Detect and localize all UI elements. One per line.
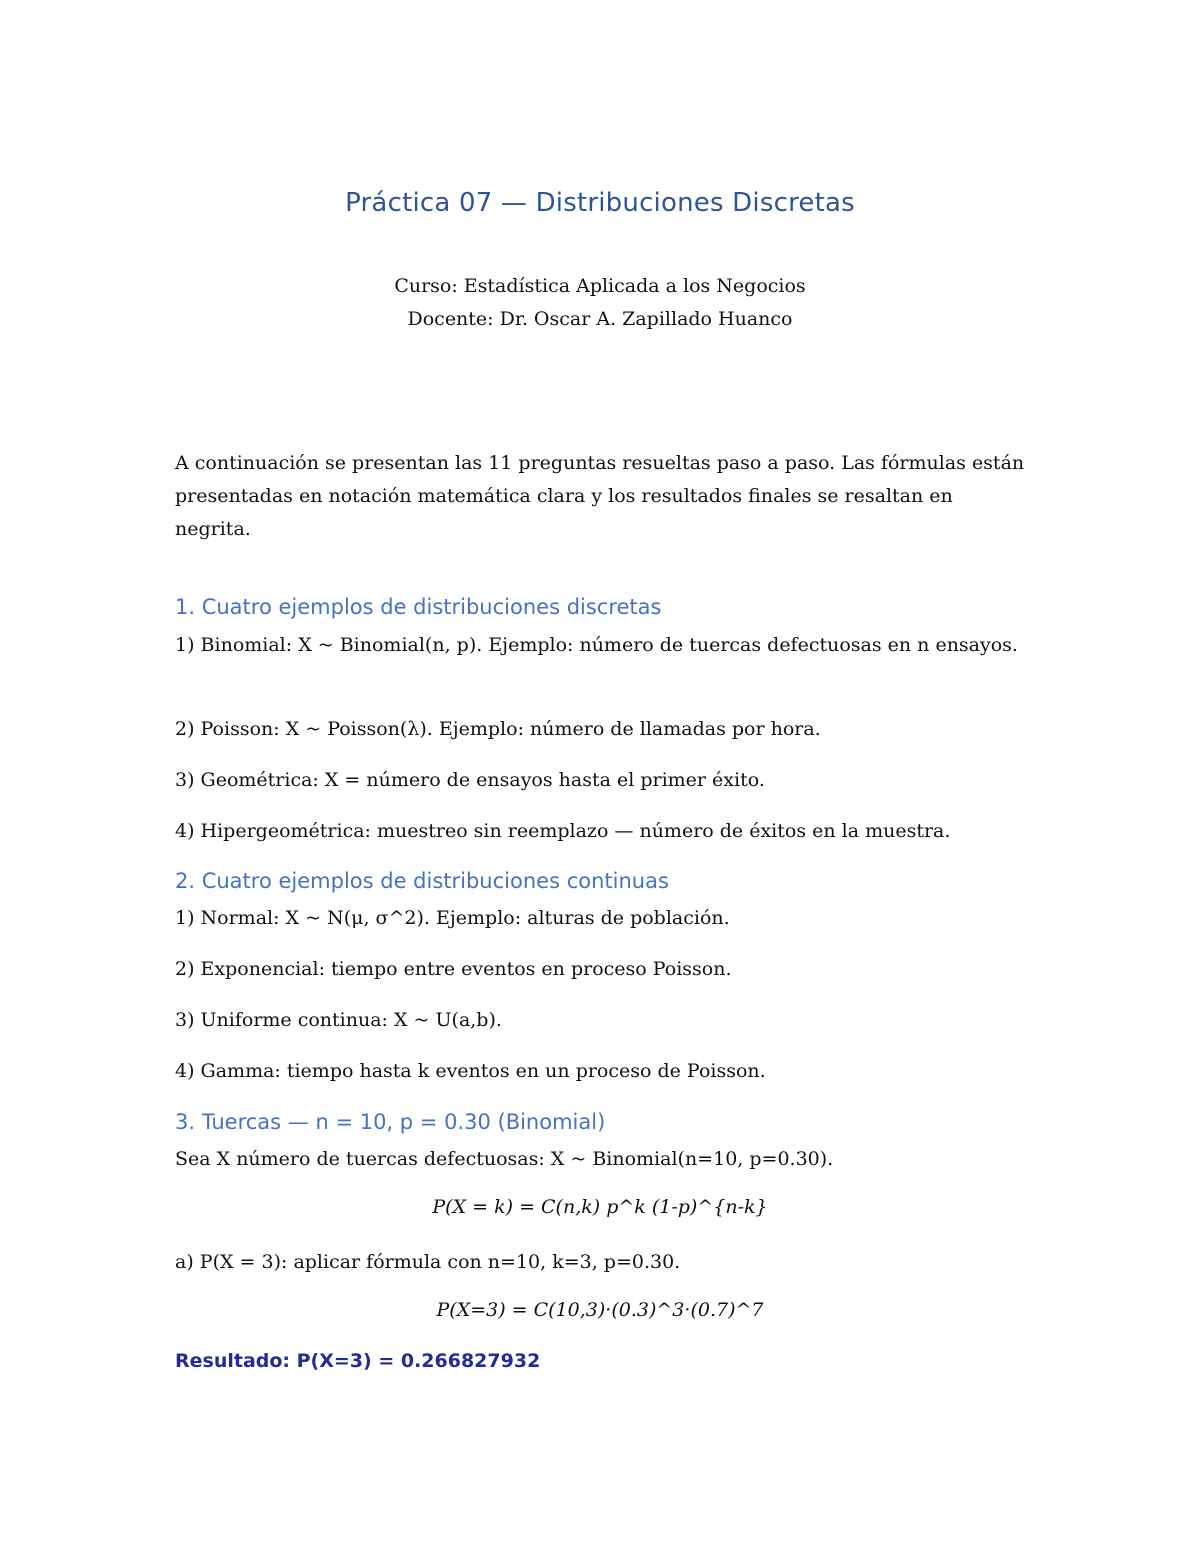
section-1-item-4: 4) Hipergeométrica: muestreo sin reemplazo — número de éxitos en la muestra.: [175, 820, 951, 842]
section-2-item-2: 2) Exponencial: tiempo entre eventos en proceso Poisson.: [175, 958, 732, 980]
section-2-item-3: 3) Uniforme continua: X ~ U(a,b).: [175, 1009, 502, 1031]
document-page: [175, 0, 1025, 1553]
section-1-heading: 1. Cuatro ejemplos de distribuciones discretas: [175, 595, 662, 619]
section-2-heading: 2. Cuatro ejemplos de distribuciones continuas: [175, 869, 669, 893]
section-2-item-1: 1) Normal: X ~ N(μ, σ^2). Ejemplo: alturas de población.: [175, 907, 730, 929]
section-3-heading: 3. Tuercas — n = 10, p = 0.30 (Binomial): [175, 1110, 606, 1134]
section-2-item-4: 4) Gamma: tiempo hasta k eventos en un proceso de Poisson.: [175, 1060, 766, 1082]
intro-paragraph: A continuación se presentan las 11 preguntas resueltas paso a paso. Las fórmulas están presentadas en notación matemática clara y los resultados finales se resaltan en negrita.: [175, 452, 1025, 540]
teacher-line: Docente: Dr. Oscar A. Zapillado Huanco: [407, 308, 793, 330]
course-line: Curso: Estadística Aplicada a los Negocios: [394, 275, 806, 297]
section-1-item-2: 2) Poisson: X ~ Poisson(λ). Ejemplo: número de llamadas por hora.: [175, 718, 821, 740]
page-title: Práctica 07 — Distribuciones Discretas: [345, 188, 855, 218]
section-1-item-3: 3) Geométrica: X = número de ensayos hasta el primer éxito.: [175, 769, 765, 791]
part-a-formula: P(X=3) = C(10,3)·(0.3)^3·(0.7)^7: [436, 1299, 764, 1321]
section-1-item-1: 1) Binomial: X ~ Binomial(n, p). Ejemplo: número de tuercas defectuosas en n ensayos.: [175, 634, 1018, 656]
binomial-formula: P(X = k) = C(n,k) p^k (1-p)^{n-k}: [432, 1196, 768, 1218]
section-3-part-a: a) P(X = 3): aplicar fórmula con n=10, k=3, p=0.30.: [175, 1251, 681, 1273]
section-3-intro: Sea X número de tuercas defectuosas: X ~ Binomial(n=10, p=0.30).: [175, 1148, 834, 1170]
part-a-result: Resultado: P(X=3) = 0.266827932: [175, 1350, 541, 1372]
